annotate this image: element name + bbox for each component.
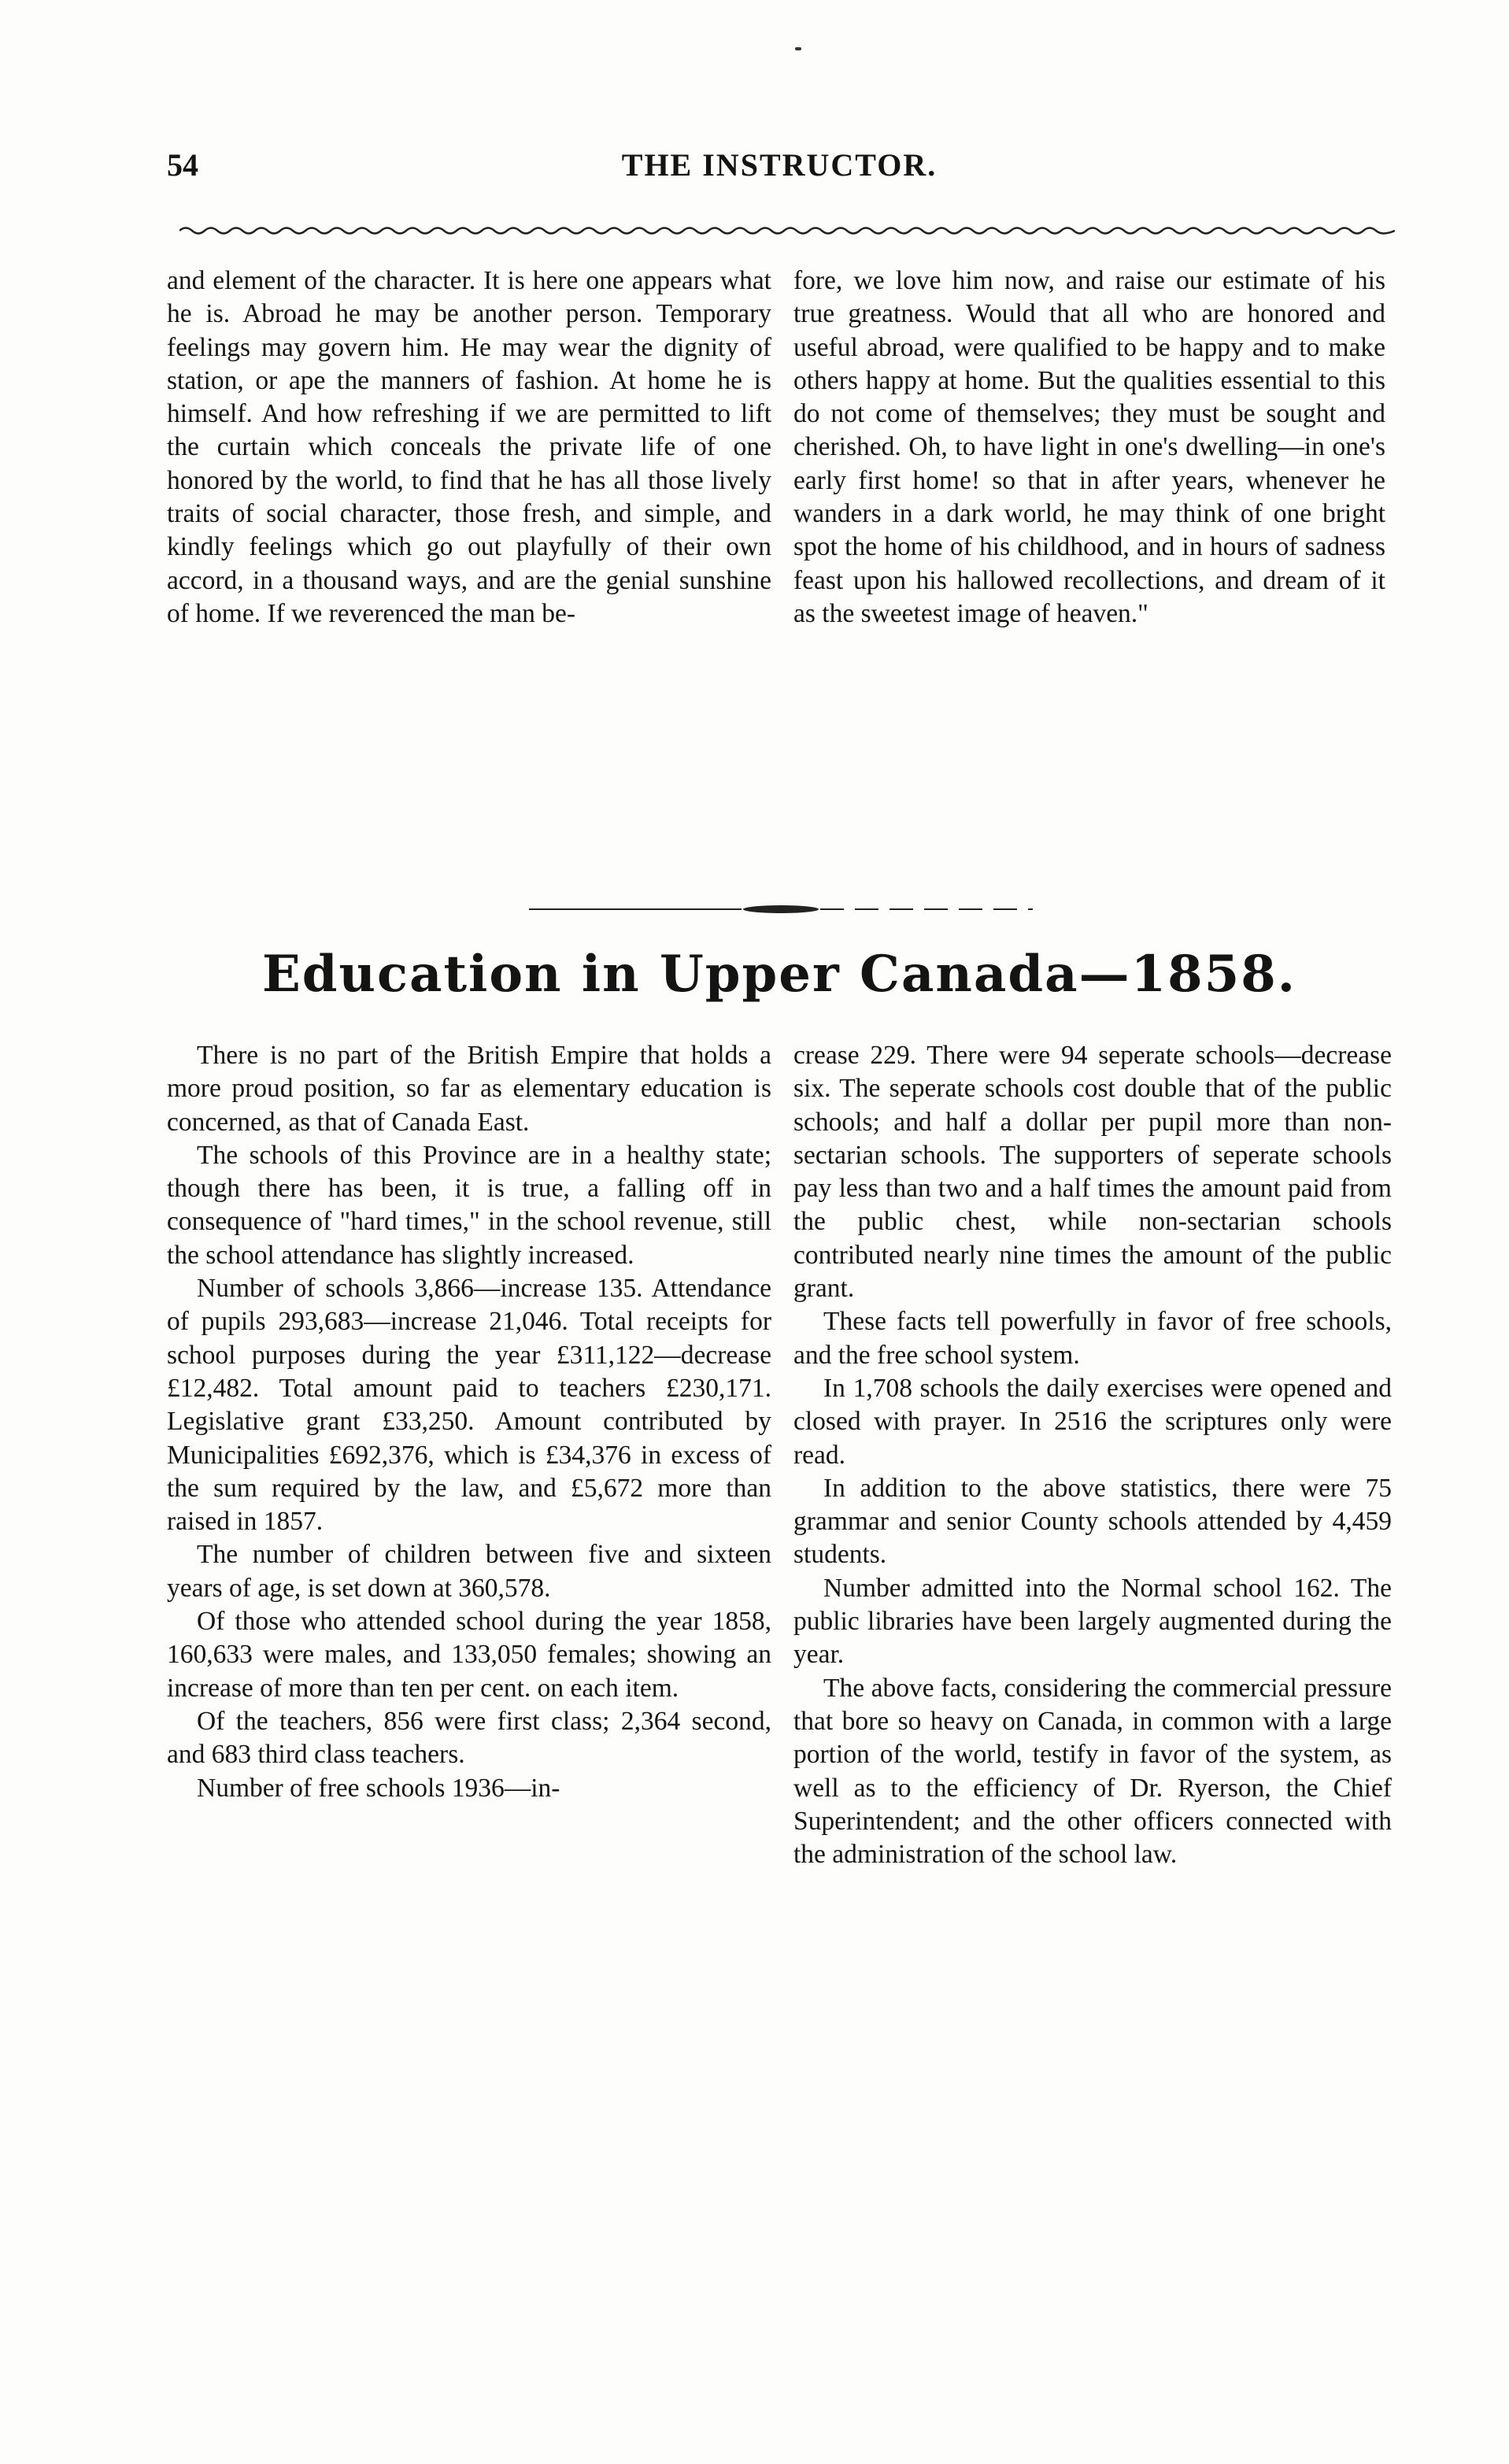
- section-right-column: [793, 1039, 1392, 1871]
- wavy-rule: [179, 225, 1395, 236]
- paragraph: Of the teachers, 856 were first class; 2,364 second, and 683 third class teachers.: [167, 1706, 771, 1770]
- paragraph: Of those who attended school during the year 1858, 160,633 were males, and 133,050 females; showing an increase of more than ten per cent. on each item.: [167, 1607, 771, 1703]
- journal-title: THE INSTRUCTOR.: [621, 147, 938, 183]
- paragraph: The above facts, considering the commercial pressure that bore so heavy on Canada, in common with a large portion of the world, testify in favor of the system, as well as to the efficiency of Dr. Ryerson, the Chief Superintendent; and the other officers connected with the administration of the school law.: [793, 1673, 1392, 1870]
- paragraph: The schools of this Province are in a healthy state; though there has been, it is true, a falling off in consequence of "hard times," in the school revenue, still the school attendance has slightly increased.: [167, 1140, 771, 1270]
- section-left-column: [167, 1039, 771, 1805]
- section-divider: [529, 904, 1033, 915]
- paragraph: and element of the character. It is here one appears what he is. Abroad he may be another person. Temporary feelings may govern him. He may wear the dignity of station, or ape the manners of fashion. At home he is himself. And how refreshing if we are permitted to lift the curtain which conceals the private life of one honored by the world, to find that he has all those lively traits of social character, those fresh, and simple, and kindly feelings which go out playfully of their own accord, in a thousand ways, and are the genial sunshine of home. If we reverenced the man be-: [167, 266, 771, 628]
- section-title: Education in Upper Canada—1858.: [261, 945, 1297, 1004]
- paragraph: Number of free schools 1936—in-: [197, 1773, 560, 1803]
- top-article-left-column: [167, 265, 771, 631]
- paragraph: In 1,708 schools the daily exercises were opened and closed with prayer. In 2516 the scriptures only were read.: [793, 1373, 1392, 1470]
- paragraph: The number of children between five and sixteen years of age, is set down at 360,578.: [167, 1540, 771, 1603]
- paragraph: There is no part of the British Empire that holds a more proud position, so far as elementary education is concerned, as that of Canada East.: [167, 1041, 771, 1137]
- paragraph: Number admitted into the Normal school 162. The public libraries have been largely augmented during the year.: [793, 1573, 1392, 1670]
- print-mark: [795, 47, 801, 50]
- paragraph: crease 229. There were 94 seperate schools—decrease six. The seperate schools cost double that of the public schools; and half a dollar per pupil more than non-sectarian schools. The supporters of seperate schools pay less than two and a half times the amount paid from the public chest, while non-sectarian schools contributed nearly nine times the amount of the public grant.: [793, 1041, 1392, 1304]
- running-head: [167, 146, 1392, 194]
- paragraph: These facts tell powerfully in favor of free schools, and the free school system.: [793, 1307, 1392, 1370]
- paragraph: fore, we love him now, and raise our estimate of his true greatness. Would that all who are honored and useful abroad, were qualified to be happy and to make others happy at home. But the qualities essential to this do not come of themselves; they must be sought and cherished. Oh, to have light in one's dwelling—in one's early first home! so that in after years, whenever he wanders in a dark world, he may think of one bright spot the home of his childhood, and in hours of sadness feast upon his hallowed recollections, and dream of it as the sweetest image of heaven.": [793, 266, 1385, 628]
- top-article-right-column: [793, 265, 1385, 631]
- paragraph: In addition to the above statistics, there were 75 grammar and senior County schools attended by 4,459 students.: [793, 1473, 1392, 1570]
- page-number: 54: [167, 147, 198, 183]
- paragraph: Number of schools 3,866—increase 135. Attendance of pupils 293,683—increase 21,046. Total receipts for school purposes during the year £311,122—decrease £12,482. Total amount paid to teachers £230,171. Legislative grant £33,250. Amount contributed by Municipalities £692,376, which is £34,376 in excess of the sum required by the law, and £5,672 more than raised in 1857.: [167, 1274, 771, 1537]
